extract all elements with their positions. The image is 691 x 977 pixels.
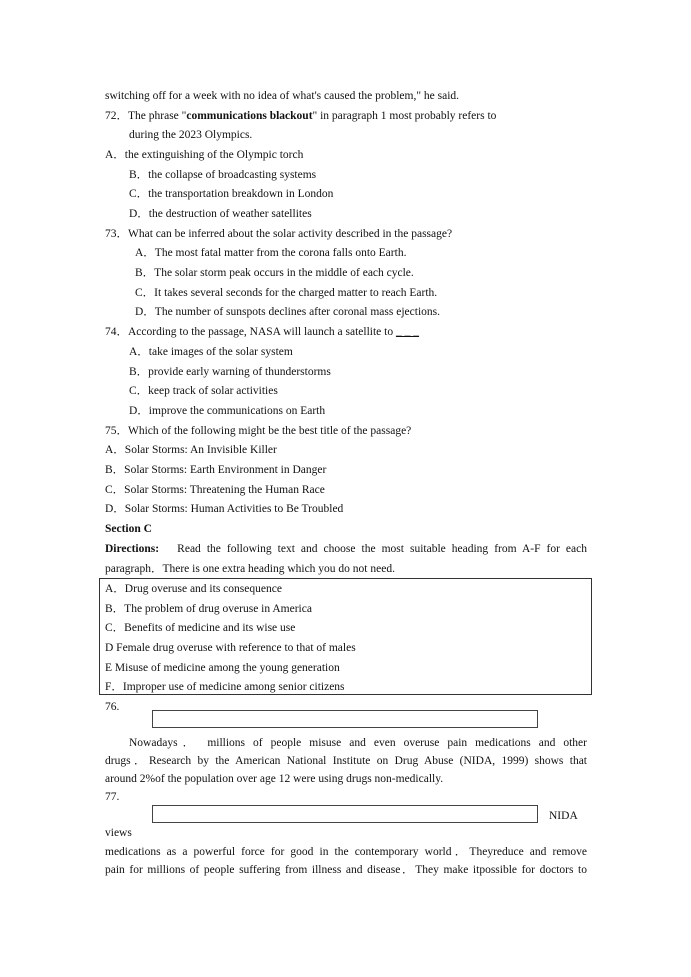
question-74-option-c: C．keep track of solar activities	[129, 385, 278, 397]
question-77-after-box: NIDA	[549, 810, 578, 822]
paragraph-76-line-3: around 2%of the population over age 12 were using drugs non-medically.	[105, 773, 444, 785]
paragraph-77-line-1: medications as a powerful force for good in the contemporary world．Theyreduce and remove	[105, 846, 587, 858]
heading-option-d: D Female drug overuse with reference to that of males	[105, 642, 356, 654]
question-77-answer-box[interactable]	[152, 805, 538, 823]
question-74-blank: _ _ _	[395, 326, 419, 338]
question-73-option-c: C．It takes several seconds for the charged matter to reach Earth.	[135, 287, 438, 299]
question-77-number: 77.	[105, 791, 120, 803]
heading-option-b: B．The problem of drug overuse in America	[105, 603, 312, 615]
question-75-option-d: D．Solar Storms: Human Activities to Be Troubled	[105, 503, 344, 515]
question-74-stem	[105, 325, 419, 339]
paragraph-77-line-2: pain for millions of people suffering from illness and disease．They make itpossible for doctors to	[105, 864, 587, 876]
paragraph-77-views: views	[105, 827, 132, 839]
heading-option-c: C．Benefits of medicine and its wise use	[105, 622, 296, 634]
section-c-title: Section C	[105, 523, 152, 535]
question-72-stem-cont: during the 2023 Olympics.	[129, 129, 253, 141]
question-74-option-d: D．improve the communications on Earth	[129, 405, 326, 417]
heading-option-f: F．Improper use of medicine among senior citizens	[105, 681, 345, 693]
question-74-option-b: B．provide early warning of thunderstorms	[129, 366, 331, 378]
question-73-option-a: A．The most fatal matter from the corona falls onto Earth.	[135, 247, 407, 259]
question-76-answer-box[interactable]	[152, 710, 538, 728]
question-73-option-d: D．The number of sunspots declines after coronal mass ejections.	[135, 306, 440, 318]
paragraph-76-line-2: drugs．Research by the American National Institute on Drug Abuse (NIDA, 1999) shows that	[105, 755, 587, 767]
question-72-option-b: B．the collapse of broadcasting systems	[129, 169, 317, 181]
heading-option-e: E Misuse of medicine among the young generation	[105, 662, 340, 674]
question-74-option-a: A．take images of the solar system	[129, 346, 293, 358]
question-72-stem	[105, 109, 496, 123]
question-72-option-a: A．the extinguishing of the Olympic torch	[105, 149, 304, 161]
passage-end-line: switching off for a week with no idea of what's caused the problem," he said.	[105, 90, 460, 102]
question-75-option-c: C．Solar Storms: Threatening the Human Race	[105, 484, 325, 496]
question-72-bold-phrase: communications blackout	[186, 110, 313, 122]
question-72-option-d: D．the destruction of weather satellites	[129, 208, 312, 220]
directions-text-1: Read the following text and choose the most suitable heading from A-F for each	[177, 543, 587, 555]
directions-label: Directions:	[105, 543, 160, 555]
question-73-stem: 73．What can be inferred about the solar activity described in the passage?	[105, 228, 453, 240]
heading-option-a: A．Drug overuse and its consequence	[105, 583, 282, 595]
question-72-option-c: C．the transportation breakdown in London	[129, 188, 334, 200]
paragraph-76-line-1: Nowadays． millions of people misuse and even overuse pain medications and other	[129, 737, 587, 749]
question-75-stem: 75．Which of the following might be the best title of the passage?	[105, 425, 412, 437]
question-73-option-b: B．The solar storm peak occurs in the middle of each cycle.	[135, 267, 414, 279]
question-72-suffix: " in paragraph 1 most probably refers to	[312, 110, 497, 122]
question-75-option-b: B．Solar Storms: Earth Environment in Danger	[105, 464, 327, 476]
question-75-option-a: A．Solar Storms: An Invisible Killer	[105, 444, 277, 456]
question-72-prefix: 72．The phrase "	[105, 110, 187, 122]
question-74-text: 74．According to the passage, NASA will launch a satellite to	[105, 326, 396, 338]
directions-line-2: paragraph．There is one extra heading which you do not need.	[105, 563, 395, 575]
question-76-number: 76.	[105, 701, 120, 713]
directions-line-1	[105, 542, 587, 556]
